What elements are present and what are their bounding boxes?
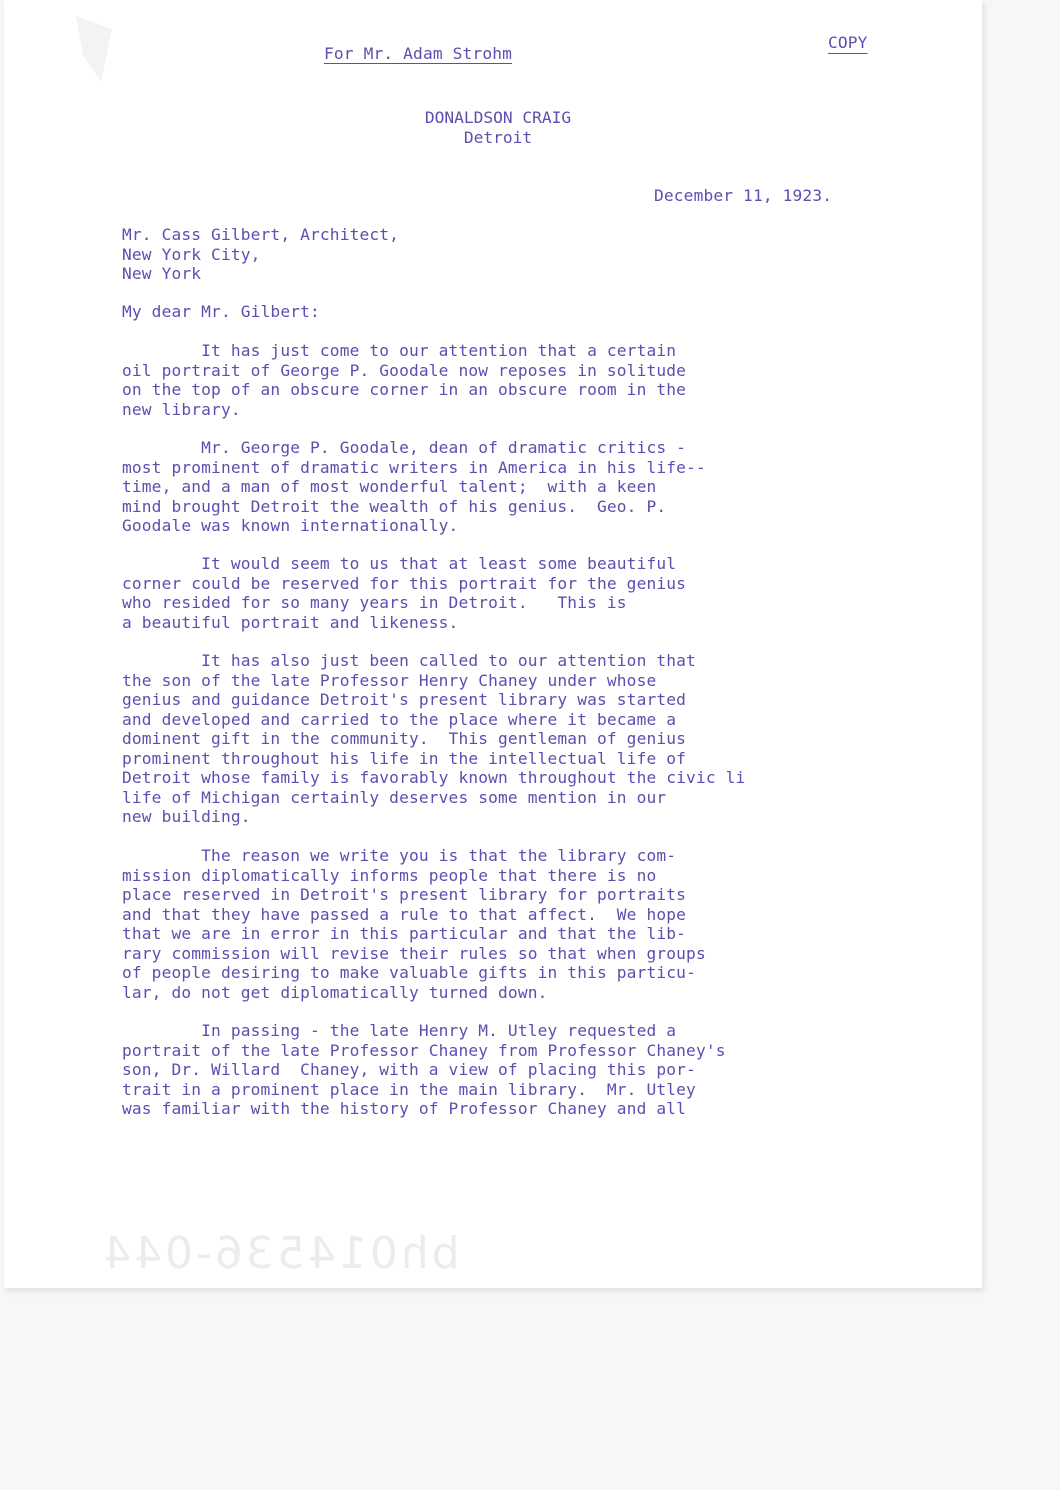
- paragraph-6: In passing - the late Henry M. Utley requested a portrait of the late Professor Chaney from Professor Chaney's son, Dr. Willard Chaney, with a view of placing this por- trait in a prominent place in the main library. Mr. Utley was familiar with the history of Professor Chaney and all: [122, 1021, 726, 1118]
- letterhead-city: Detroit: [463, 128, 533, 147]
- letterhead-name: DONALDSON CRAIG: [424, 108, 572, 127]
- paragraph-1: It has just come to our attention that a certain oil portrait of George P. Goodale now reposes in solitude on the top of an obscure corner in an obscure room in the new library.: [122, 341, 687, 419]
- salutation: My dear Mr. Gilbert:: [122, 302, 320, 321]
- copy-mark: COPY: [828, 33, 868, 52]
- recipient-line-3: New York: [122, 264, 202, 283]
- letter-date: December 11, 1923.: [654, 186, 833, 205]
- recipient-line-2: New York City,: [122, 245, 261, 264]
- routing-note: For Mr. Adam Strohm: [324, 44, 513, 63]
- recipient-line-1: Mr. Cass Gilbert, Architect,: [122, 225, 400, 244]
- paragraph-3: It would seem to us that at least some beautiful corner could be reserved for this portrait for the genius who resided for so many years in Detroit. This is a beautiful portrait and likeness.: [122, 554, 687, 632]
- paragraph-2: Mr. George P. Goodale, dean of dramatic critics - most prominent of dramatic writers in America in his life-- time, and a man of most wonderful talent; with a keen mind brought Detroit the wealth of his genius. Geo. P. Goodale was known internationally.: [122, 438, 706, 535]
- archive-stamp-watermark: bh014536-044: [100, 1228, 460, 1279]
- paper-sheet: [4, 0, 982, 1288]
- paragraph-5: The reason we write you is that the library com- mission diplomatically informs people that there is no place reserved in Detroit's present library for portraits and that they have passed a rule to that affect. We hope that we are in error in this particular and that the lib- rary commission will revise their rules so that when groups of people desiring to make valuable gifts in this particu- lar, do not get diplomatically turned down.: [122, 846, 706, 1002]
- paragraph-4: It has also just been called to our attention that the son of the late Professor Henry Chaney under whose genius and guidance Detroit's present library was started and developed and carried to the place where it became a dominent gift in the community. This gentleman of genius prominent throughout his life in the intellectual life of Detroit whose family is favorably known throughout the civic li life of Michigan certainly deserves some mention in our new building.: [122, 651, 746, 826]
- torn-corner: [76, 16, 112, 82]
